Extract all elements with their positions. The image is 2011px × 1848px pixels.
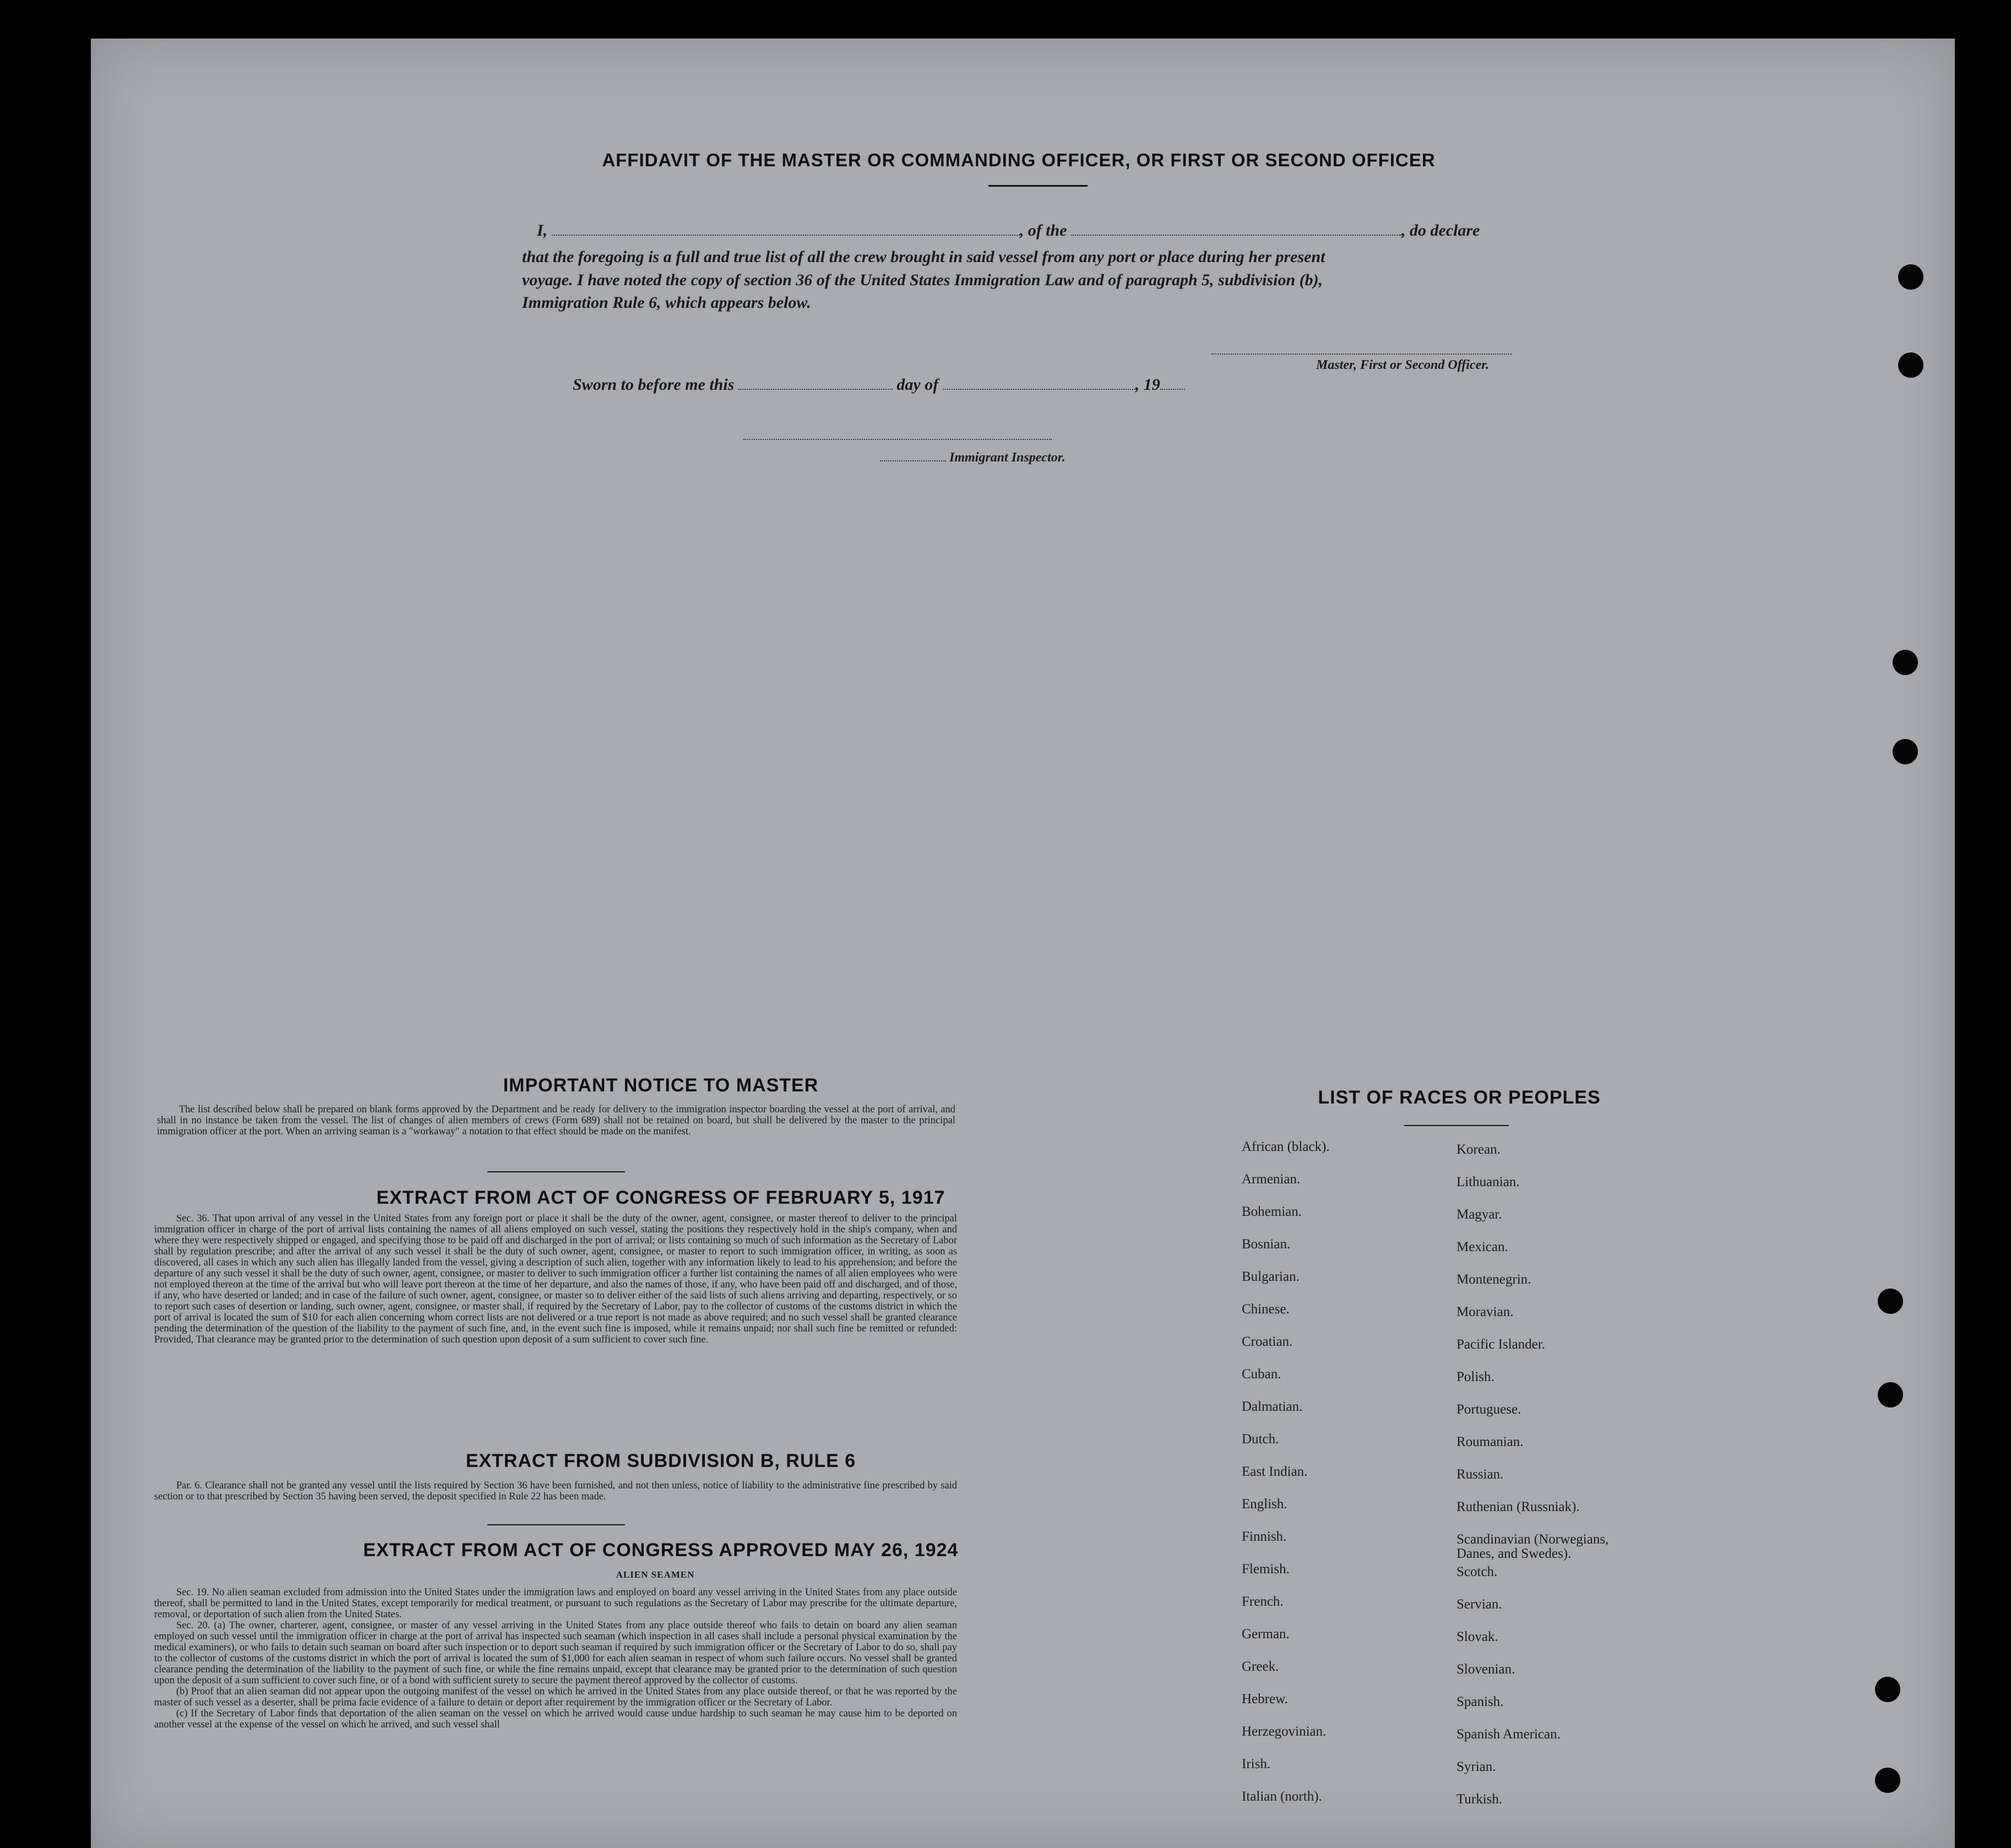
race-item: Hebrew.	[1242, 1692, 1288, 1706]
race-item: Turkish.	[1456, 1792, 1503, 1807]
race-item: Lithuanian.	[1456, 1175, 1520, 1189]
race-item: Bosnian.	[1242, 1237, 1291, 1252]
master-signature-line[interactable]	[1211, 354, 1512, 355]
race-item: African (black).	[1242, 1139, 1330, 1154]
race-item: Irish.	[1242, 1757, 1271, 1771]
notice-body	[157, 1104, 955, 1137]
punch-hole	[1878, 1289, 1903, 1314]
race-item: German.	[1242, 1627, 1290, 1642]
race-item: Armenian.	[1242, 1172, 1301, 1187]
punch-hole	[1898, 352, 1923, 378]
day-of-label: day of	[896, 376, 939, 394]
punch-hole	[1875, 1768, 1900, 1793]
declarant-prefix: I,	[537, 221, 548, 240]
sworn-day-field[interactable]	[738, 389, 893, 390]
document-page	[91, 39, 1955, 1848]
inspector-lead-dots	[880, 460, 946, 461]
race-item: Slovak.	[1456, 1629, 1498, 1644]
race-item: Korean.	[1456, 1142, 1501, 1157]
punch-hole	[1898, 264, 1923, 290]
race-item: Magyar.	[1456, 1207, 1502, 1222]
extract-1924-title: EXTRACT FROM ACT OF CONGRESS APPROVED MAY 26, 1924	[363, 1540, 959, 1561]
affidavit-title: AFFIDAVIT OF THE MASTER OR COMMANDING OFFICER, OR FIRST OR SECOND OFFICER	[602, 150, 1436, 170]
inspector-line	[880, 450, 1066, 465]
race-item: Mexican.	[1456, 1240, 1508, 1254]
race-item: Bohemian.	[1242, 1204, 1302, 1219]
race-item: East Indian.	[1242, 1464, 1308, 1479]
inspector-signature-line[interactable]	[743, 439, 1052, 440]
year-prefix-label: , 19	[1135, 376, 1160, 394]
sec-19-text: Sec. 19. No alien seaman excluded from admission into the United States under the immigration laws and employed on board any vessel arriving in the United States from any place outside thereof, shall be permitted to land in the United States, except temporarily for medical treatment, or pursuant to such regulations as the Secretary of Labor may prescribe for the ultimate departure, removal, or deportation of such alien from the United States.	[154, 1587, 957, 1620]
sworn-month-field[interactable]	[943, 389, 1135, 390]
race-item: Dalmatian.	[1242, 1399, 1303, 1414]
race-item: Cuban.	[1242, 1367, 1281, 1382]
extract-rule6-text: Par. 6. Clearance shall not be granted any vessel until the lists required by Section 36 have been furnished, and not then unless, notice of liability to the administrative fine prescribed by said section or to that prescribed by Section 35 having been served, the deposit specified in Rule 22 has been made.	[154, 1480, 957, 1502]
sec-20a-text: Sec. 20. (a) The owner, charterer, agent, consignee, or master of any vessel arriving in the United States from any place outside thereof who fails to detain on board any alien seaman employed on such vessel until the immigration officer in charge at the port of arrival has inspected such seaman (which inspection in all cases shall include a personal physical examination by the medical examiners), or who fails to detain such seaman on board after such inspection or to deport such seaman if required by such immigration officer or the Secretary of Labor to do so, shall pay to the collector of customs of the customs district in which the port of arrival is located the sum of $1,000 for each alien seaman in respect of whom such failure occurs. No vessel shall be granted clearance pending the determination of the liability to the payment of such fine, or while the fine remains unpaid, except that clearance may be granted prior to the determination of such question upon the deposit of a sum sufficient to cover such fine, or of a bond with sufficient surety to secure the payment thereof approved by the collector of customs.	[154, 1620, 957, 1686]
race-item: Syrian.	[1456, 1759, 1496, 1774]
race-item: Moravian.	[1456, 1305, 1514, 1319]
race-item: Russian.	[1456, 1467, 1504, 1482]
race-item: Bulgarian.	[1242, 1269, 1300, 1284]
sworn-line	[573, 376, 1185, 394]
notice-text: The list described below shall be prepared on blank forms approved by the Department and be ready for delivery to the immigration inspector boarding the vessel at the port of arrival, and shall in no instance be taken from the vessel. The list of changes of alien members of crews (Form 689) shall not be retained on board, but shall be delivered by the master to the principal immigration officer at the port. When an arriving seaman is a "workaway" a notation to that effect should be made on the manifest.	[157, 1104, 955, 1137]
race-item: Flemish.	[1242, 1562, 1290, 1577]
race-item: English.	[1242, 1497, 1287, 1512]
race-item: Ruthenian (Russniak).	[1456, 1499, 1580, 1514]
race-item: Slovenian.	[1456, 1662, 1515, 1677]
rule6-divider	[487, 1524, 625, 1525]
race-item: Dutch.	[1242, 1432, 1279, 1447]
title-divider	[988, 185, 1088, 187]
race-item: Roumanian.	[1456, 1434, 1524, 1449]
race-item: Servian.	[1456, 1597, 1502, 1612]
inspector-label: Immigrant Inspector.	[949, 450, 1066, 465]
races-right-column	[1456, 1143, 1655, 1825]
race-item: Herzegovinian.	[1242, 1724, 1327, 1739]
extract-1917-text: Sec. 36. That upon arrival of any vessel in the United States from any foreign port or place it shall be the duty of the owner, agent, consignee, or master thereof to deliver to the principal immigration officer in charge of the port of arrival lists containing the names of all aliens employed on such vessel, stating the positions they respectively hold in the ship's company, when and where they were respectively shipped or engaged, and specifying those to be paid off and discharged in the port of arrival; or lists containing so much of such information as the Secretary of Labor shall by regulation prescribe; and after the arrival of any such vessel it shall be the duty of such owner, agent, consignee, or master to report to such immigration officer, in writing, as soon as discovered, all cases in which any such alien has illegally landed from the vessel, giving a description of such alien, together with any information likely to lead to his apprehension; and before the departure of any such vessel it shall be the duty of such owner, agent, consignee, or master to deliver to such immigration officer a further list containing the names of all alien employees who were not employed thereon at the time of the arrival but who will leave port thereon at the time of her departure, and also the names of those, if any, who have been paid off and discharged, and of those, if any, who have deserted or landed; and in case of the failure of such owner, agent, consignee, or master so to deliver either of the said lists of such aliens arriving and departing, respectively, or so to report such cases of desertion or landing, such owner, agent, consignee, or master shall, if required by the Secretary of Labor, pay to the collector of customs of the customs district in which the port of arrival is located the sum of $10 for each alien concerning whom correct lists are not delivered or a true report is not made as above required; and no such vessel shall be granted clearance pending the determination of the question of the liability to the payment of such fine, and, in the event such fine is imposed, while it remains unpaid; nor shall such fine be remitted or refunded: Provided, That clearance may be granted prior to the determination of such question upon deposit of a sum sufficient to cover such fine.	[154, 1213, 957, 1345]
sworn-year-field[interactable]	[1160, 389, 1185, 390]
master-signature-label: Master, First or Second Officer.	[1316, 358, 1490, 372]
sec-20c-text: (c) If the Secretary of Labor finds that deportation of the alien seaman on the vessel on which he arrived would cause undue hardship to such seaman he may cause him to be deported on another vessel at the expense of the vessel on which he arrived, and such vessel shall	[154, 1708, 957, 1730]
extract-rule6-body	[154, 1480, 957, 1502]
extract-1924-body	[154, 1587, 957, 1809]
race-item: Greek.	[1242, 1659, 1279, 1674]
of-the-label: , of the	[1019, 221, 1067, 240]
extract-rule6-title: EXTRACT FROM SUBDIVISION B, RULE 6	[465, 1450, 856, 1471]
races-title: LIST OF RACES OR PEOPLES	[1318, 1087, 1601, 1108]
race-item: Chinese.	[1242, 1302, 1290, 1317]
punch-hole	[1878, 1382, 1903, 1407]
affidavit-line-3: voyage. I have noted the copy of section 36 of the United States Immigration Law and of paragraph 5, subdivision (b),	[522, 271, 1323, 289]
races-left-column	[1242, 1140, 1440, 1822]
race-item: Scotch.	[1456, 1564, 1498, 1579]
race-item: Spanish.	[1456, 1694, 1504, 1709]
affidavit-line-2: that the foregoing is a full and true list of all the crew brought in said vessel from any port or place during her present	[522, 248, 1325, 266]
race-item: Italian (north).	[1242, 1789, 1322, 1804]
race-item: French.	[1242, 1594, 1284, 1609]
notice-title: IMPORTANT NOTICE TO MASTER	[503, 1075, 819, 1096]
affidavit-line-1	[537, 221, 1480, 240]
race-item: Croatian.	[1242, 1334, 1293, 1349]
sworn-label: Sworn to before me this	[573, 376, 735, 394]
race-item: Spanish American.	[1456, 1727, 1561, 1742]
alien-seamen-subtitle: ALIEN SEAMEN	[616, 1569, 695, 1580]
race-item: Finnish.	[1242, 1529, 1287, 1544]
race-item: Portuguese.	[1456, 1402, 1521, 1417]
sec-20b-text: (b) Proof that an alien seaman did not appear upon the outgoing manifest of the vessel on which he arrived in the United States from any place outside thereof, or that he was reported by the master of such vessel as a deserter, shall be prima facie evidence of a failure to detain or deport after requirement by the immigration officer or the Secretary of Labor.	[154, 1686, 957, 1708]
declarant-name-field[interactable]	[552, 235, 1020, 236]
affidavit-line-4: Immigration Rule 6, which appears below.	[522, 293, 811, 312]
race-item: Pacific Islander.	[1456, 1337, 1546, 1352]
race-item: Montenegrin.	[1456, 1272, 1531, 1287]
races-divider	[1404, 1125, 1509, 1126]
punch-hole	[1893, 650, 1918, 675]
vessel-name-field[interactable]	[1071, 235, 1401, 236]
extract-1917-title: EXTRACT FROM ACT OF CONGRESS OF FEBRUARY 5, 1917	[376, 1187, 945, 1208]
race-item: Scandinavian (Norwegians, Danes, and Swedes).	[1456, 1532, 1609, 1561]
punch-hole	[1875, 1677, 1900, 1702]
race-item: Polish.	[1456, 1369, 1494, 1384]
declare-label: , do declare	[1401, 221, 1480, 240]
extract-1917-body	[154, 1213, 957, 1345]
notice-divider	[487, 1171, 625, 1172]
punch-hole	[1893, 739, 1918, 764]
